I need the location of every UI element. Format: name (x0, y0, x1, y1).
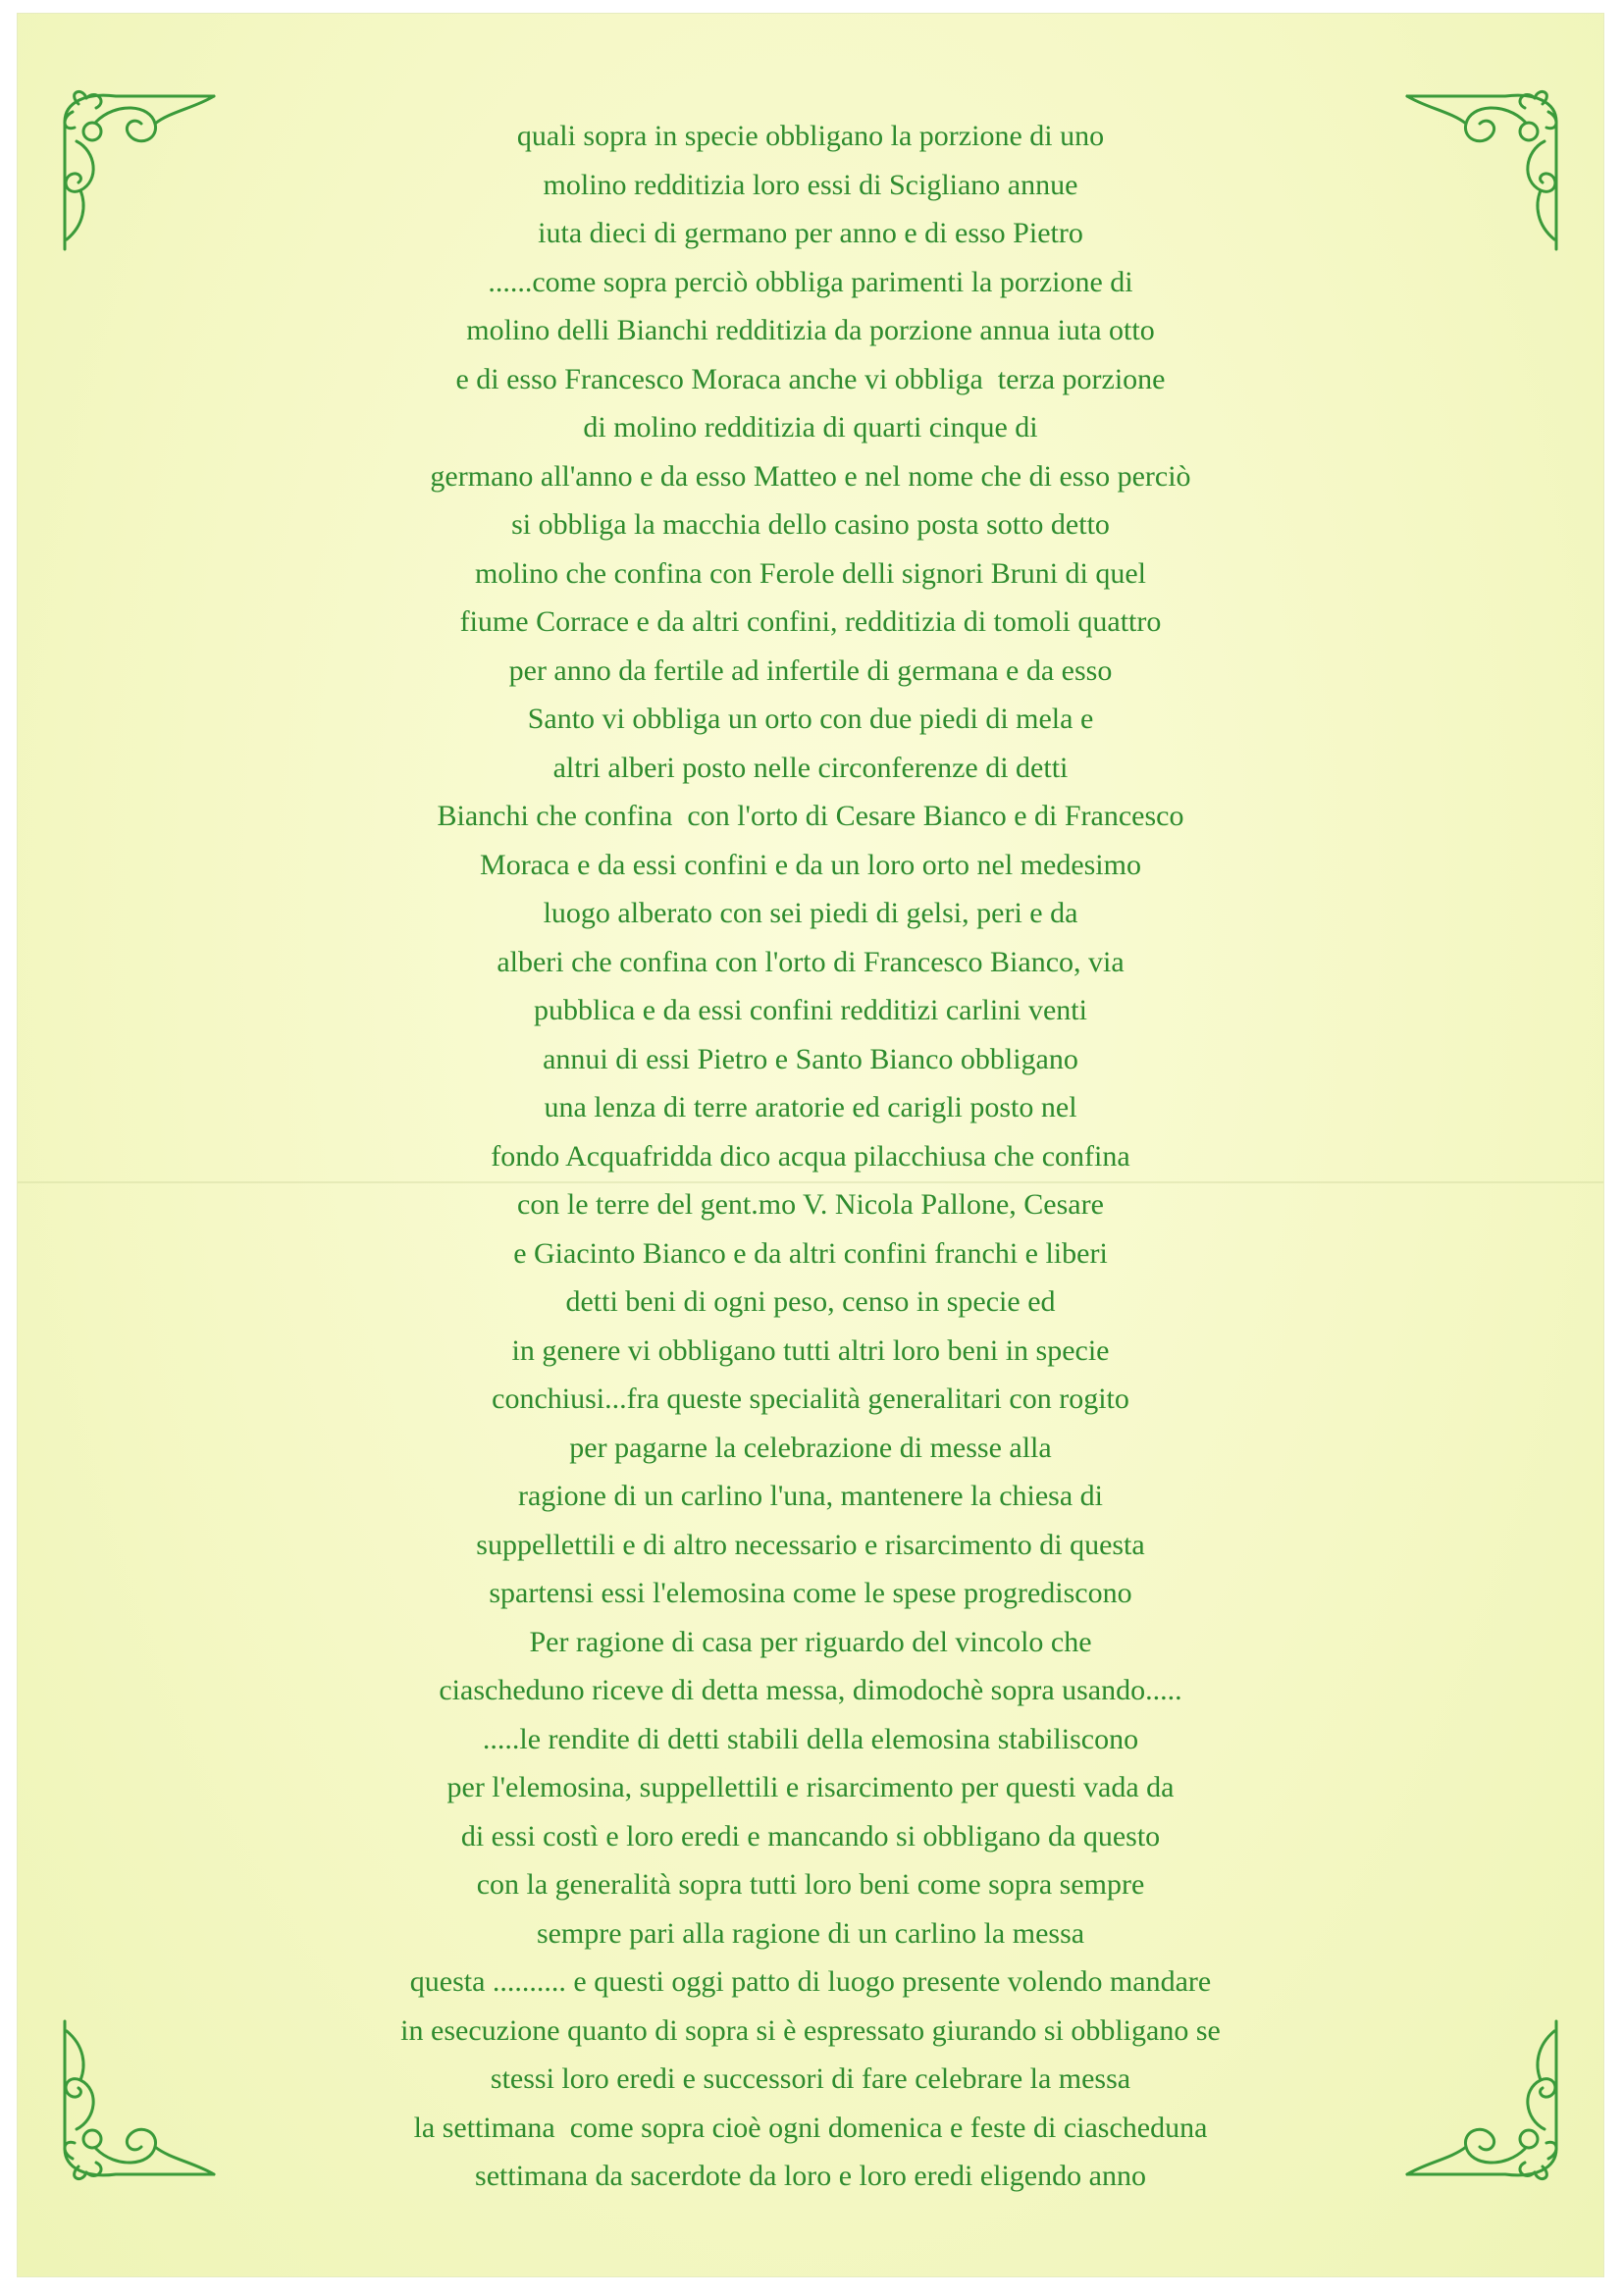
text-line: di essi costì e loro eredi e mancando si obbligano da questo (460, 1819, 1161, 1852)
text-line: stessi loro eredi e successori di fare celebrare la messa (490, 2062, 1131, 2095)
text-line: in esecuzione quanto di sopra si è espressato giurando si obbligano se (400, 2013, 1221, 2047)
text-line: per anno da fertile ad infertile di germana e da esso (508, 653, 1113, 687)
text-line: molino che confina con Ferole delli signori Bruni di quel (474, 556, 1147, 590)
text-line: in genere vi obbligano tutti altri loro beni in specie (511, 1333, 1110, 1367)
text-line: Moraca e da essi confini e da un loro orto nel medesimo (480, 848, 1141, 881)
text-line: con la generalità sopra tutti loro beni come sopra sempre (476, 1868, 1145, 1901)
text-line: fiume Corrace e da altri confini, redditizia di tomoli quattro (459, 605, 1162, 638)
text-line: altri alberi posto nelle circonferenze di detti (552, 751, 1069, 784)
text-line: sempre pari alla ragione di un carlino la messa (536, 1916, 1085, 1950)
text-line: settimana da sacerdote da loro e loro eredi eligendo anno (475, 2160, 1146, 2192)
text-line: suppellettili e di altro necessario e risarcimento di questa (476, 1528, 1145, 1561)
text-line: Per ragione di casa per riguardo del vincolo che (529, 1625, 1092, 1658)
text-line: ......come sopra perciò obbliga parimenti la porzione di (488, 265, 1133, 298)
text-line: molino redditizia loro essi di Scigliano annue (543, 168, 1078, 201)
text-line: detti beni di ogni peso, censo in specie ed (565, 1285, 1056, 1318)
text-line: alberi che confina con l'orto di Francesco Bianco, via (497, 945, 1125, 978)
text-line: si obbliga la macchia dello casino posta sotto detto (511, 508, 1110, 541)
text-line: annui di essi Pietro e Santo Bianco obbligano (543, 1042, 1078, 1075)
text-line: la settimana come sopra cioè ogni domenica e feste di ciascheduna (413, 2111, 1208, 2144)
text-line: questa .......... e questi oggi patto di luogo presente volendo mandare (409, 1965, 1212, 1998)
text-line: conchiusi...fra queste specialità generalitari con rogito (492, 1383, 1129, 1415)
text-line: di molino redditizia di quarti cinque di (583, 411, 1038, 444)
text-line: .....le rendite di detti stabili della elemosina stabiliscono (482, 1722, 1139, 1755)
text-line: iuta dieci di germano per anno e di esso Pietro (538, 217, 1083, 249)
text-line: e Giacinto Bianco e da altri confini franchi e liberi (513, 1236, 1108, 1270)
text-line: per pagarne la celebrazione di messe alla (569, 1431, 1052, 1464)
text-line: pubblica e da essi confini redditizi carlini venti (534, 994, 1087, 1026)
text-line: e di esso Francesco Moraca anche vi obbliga terza porzione (455, 362, 1166, 395)
text-line: ragione di un carlino l'una, mantenere la chiesa di (517, 1480, 1103, 1512)
text-line: Santo vi obbliga un orto con due piedi di mela e (527, 703, 1094, 735)
text-line: fondo Acquafridda dico acqua pilacchiusa che confina (491, 1139, 1130, 1173)
text-line: quali sopra in specie obbligano la porzione di uno (516, 120, 1105, 152)
text-line: spartensi essi l'elemosina come le spese progrediscono (489, 1577, 1132, 1609)
text-line: Bianchi che confina con l'orto di Cesare Bianco e di Francesco (437, 800, 1184, 832)
text-line: germano all'anno e da esso Matteo e nel nome che di esso perciò (430, 459, 1191, 493)
text-line: con le terre del gent.mo V. Nicola Pallone, Cesare (517, 1188, 1104, 1221)
document-body-text (18, 112, 1603, 2201)
text-line: molino delli Bianchi redditizia da porzione annua iuta otto (466, 314, 1155, 346)
text-line: luogo alberato con sei piedi di gelsi, peri e da (543, 897, 1078, 929)
document-page (18, 14, 1603, 2276)
text-line: per l'elemosina, suppellettili e risarcimento per questi vada da (446, 1771, 1175, 1803)
text-line: ciascheduno riceve di detta messa, dimodochè sopra usando..... (439, 1674, 1182, 1706)
text-line: una lenza di terre aratorie ed carigli posto nel (544, 1091, 1077, 1123)
